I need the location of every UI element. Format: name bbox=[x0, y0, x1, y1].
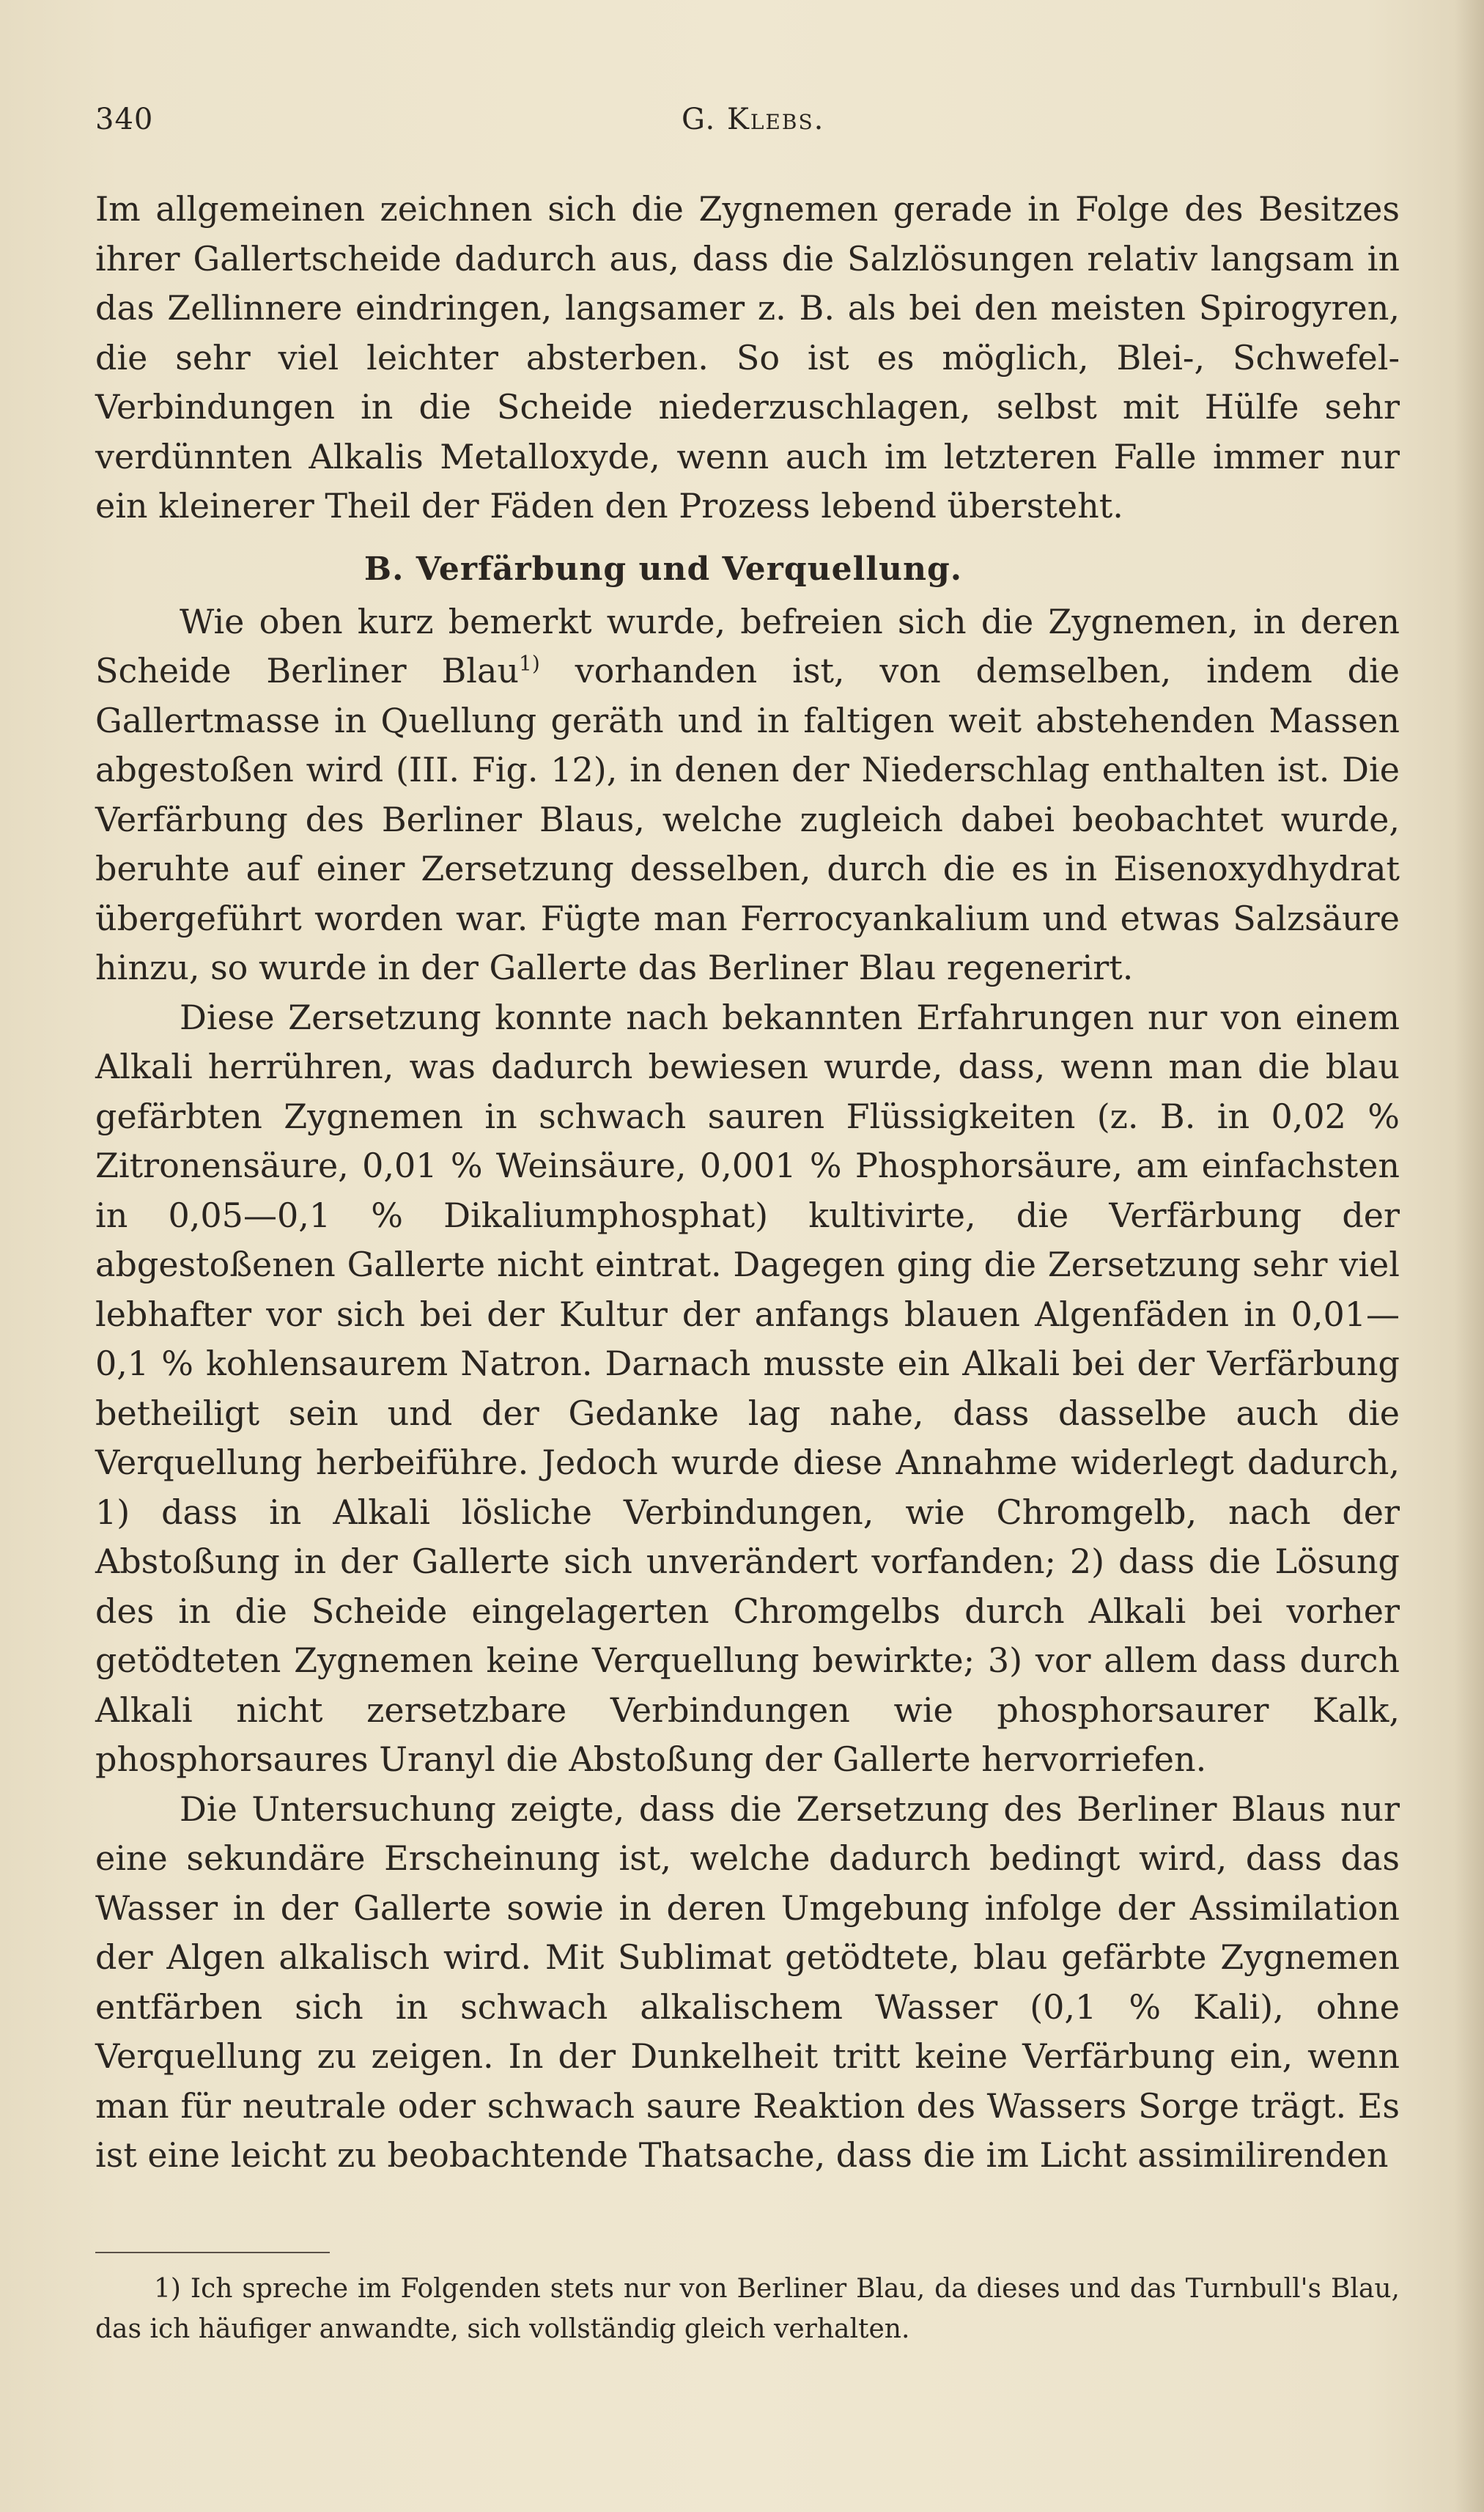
footnotes bbox=[95, 2269, 1400, 2349]
body-text bbox=[95, 185, 1400, 2181]
running-head: G. Klebs. bbox=[682, 103, 825, 136]
footnote-1: 1) Ich spreche im Folgenden stets nur von Berliner Blau, da dieses und das Turnbull's Blau, das ich häufiger anwandte, sich vollständig gleich verhalten. bbox=[95, 2274, 1400, 2344]
paragraph-section-2: Diese Zersetzung konnte nach bekannten Erfahrungen nur von einem Alkali herrühren, was dadurch bewiesen wurde, dass, wenn man die blau gefärbten Zygnemen in schwach sauren Flüssigkeiten (z. B. in 0,02 % Zitronensäure, 0,01 % Weinsäure, 0,001 % Phosphorsäure, am einfachsten in 0,05—0,1 % Dikaliumphosphat) kultivirte, die Verfärbung der abgestoßenen Gallerte nicht eintrat. Dagegen ging die Zersetzung sehr viel lebhafter vor sich bei der Kultur der anfangs blauen Algenfäden in 0,01—0,1 % kohlensaurem Natron. Darnach musste ein Alkali bei der Verfärbung betheiligt sein und der Gedanke lag nahe, dass dasselbe auch die Verquellung herbeiführe. Jedoch wurde diese Annahme widerlegt dadurch, 1) dass in Alkali lösliche Verbindungen, wie Chromgelb, nach der Abstoßung in der Gallerte sich unverändert vorfanden; 2) dass die Lösung des in die Scheide eingelagerten Chromgelbs durch Alkali bei vorher getödteten Zygnemen keine Verquellung bewirkte; 3) vor allem dass durch Alkali nicht zersetzbare Verbindungen wie phosphorsaurer Kalk, phosphorsaures Uranyl die Abstoßung der Gallerte hervorriefen. bbox=[95, 997, 1400, 1779]
paragraph-text: Wie oben kurz bemerkt wurde, befreien sich die Zygnemen, in deren Scheide Berliner Blau bbox=[95, 601, 1400, 690]
paragraph-section-1 bbox=[95, 597, 1400, 993]
page-header bbox=[95, 103, 1400, 147]
page-number: 340 bbox=[95, 103, 154, 136]
paragraph-section-3: Die Untersuchung zeigte, dass die Zersetzung des Berliner Blaus nur eine sekundäre Erscheinung ist, welche dadurch bedingt wird, dass das Wasser in der Gallerte sowie in deren Umgebung infolge der Assimilation der Algen alkalisch wird. Mit Sublimat getödtete, blau gefärbte Zygnemen entfärben sich in schwach alkalischem Wasser (0,1 % Kali), ohne Verquellung zu zeigen. In der Dunkelheit tritt keine Verfärbung ein, wenn man für neutrale oder schwach saure Reaktion des Wassers Sorge trägt. Es ist eine leicht zu beobachtende Thatsache, dass die im Licht assimilirenden bbox=[95, 1789, 1400, 2175]
footnote-marker: 1) bbox=[519, 651, 540, 676]
paragraph-text: vorhanden ist, von demselben, indem die Gallertmasse in Quellung geräth und in faltigen weit abstehenden Massen abgestoßen wird (III. Fig. 12), in denen der Niederschlag enthalten ist. Die Verfärbung des Berliner Blaus, welche zugleich dabei beobachtet wurde, beruhte auf einer Zersetzung desselben, durch die es in Eisenoxydhydrat übergeführt worden war. Fügte man Ferrocyankalium und etwas Salzsäure hinzu, so wurde in der Gallerte das Berliner Blau regenerirt. bbox=[95, 651, 1400, 987]
section-heading: B. Verfärbung und Verquellung. bbox=[363, 550, 963, 588]
page-edge-shadow bbox=[1455, 0, 1484, 2512]
footnote-divider bbox=[95, 2252, 330, 2253]
paragraph-intro: Im allgemeinen zeichnen sich die Zygnemen gerade in Folge des Besitzes ihrer Gallertscheide dadurch aus, dass die Salzlösungen relativ langsam in das Zellinnere eindringen, langsamer z. B. als bei den meisten Spirogyren, die sehr viel leichter absterben. So ist es möglich, Blei-, Schwefel-Verbindungen in die Scheide niederzuschlagen, selbst mit Hülfe sehr verdünnten Alkalis Metalloxyde, wenn auch im letzteren Falle immer nur ein kleinerer Theil der Fäden den Prozess lebend übersteht. bbox=[95, 189, 1400, 526]
